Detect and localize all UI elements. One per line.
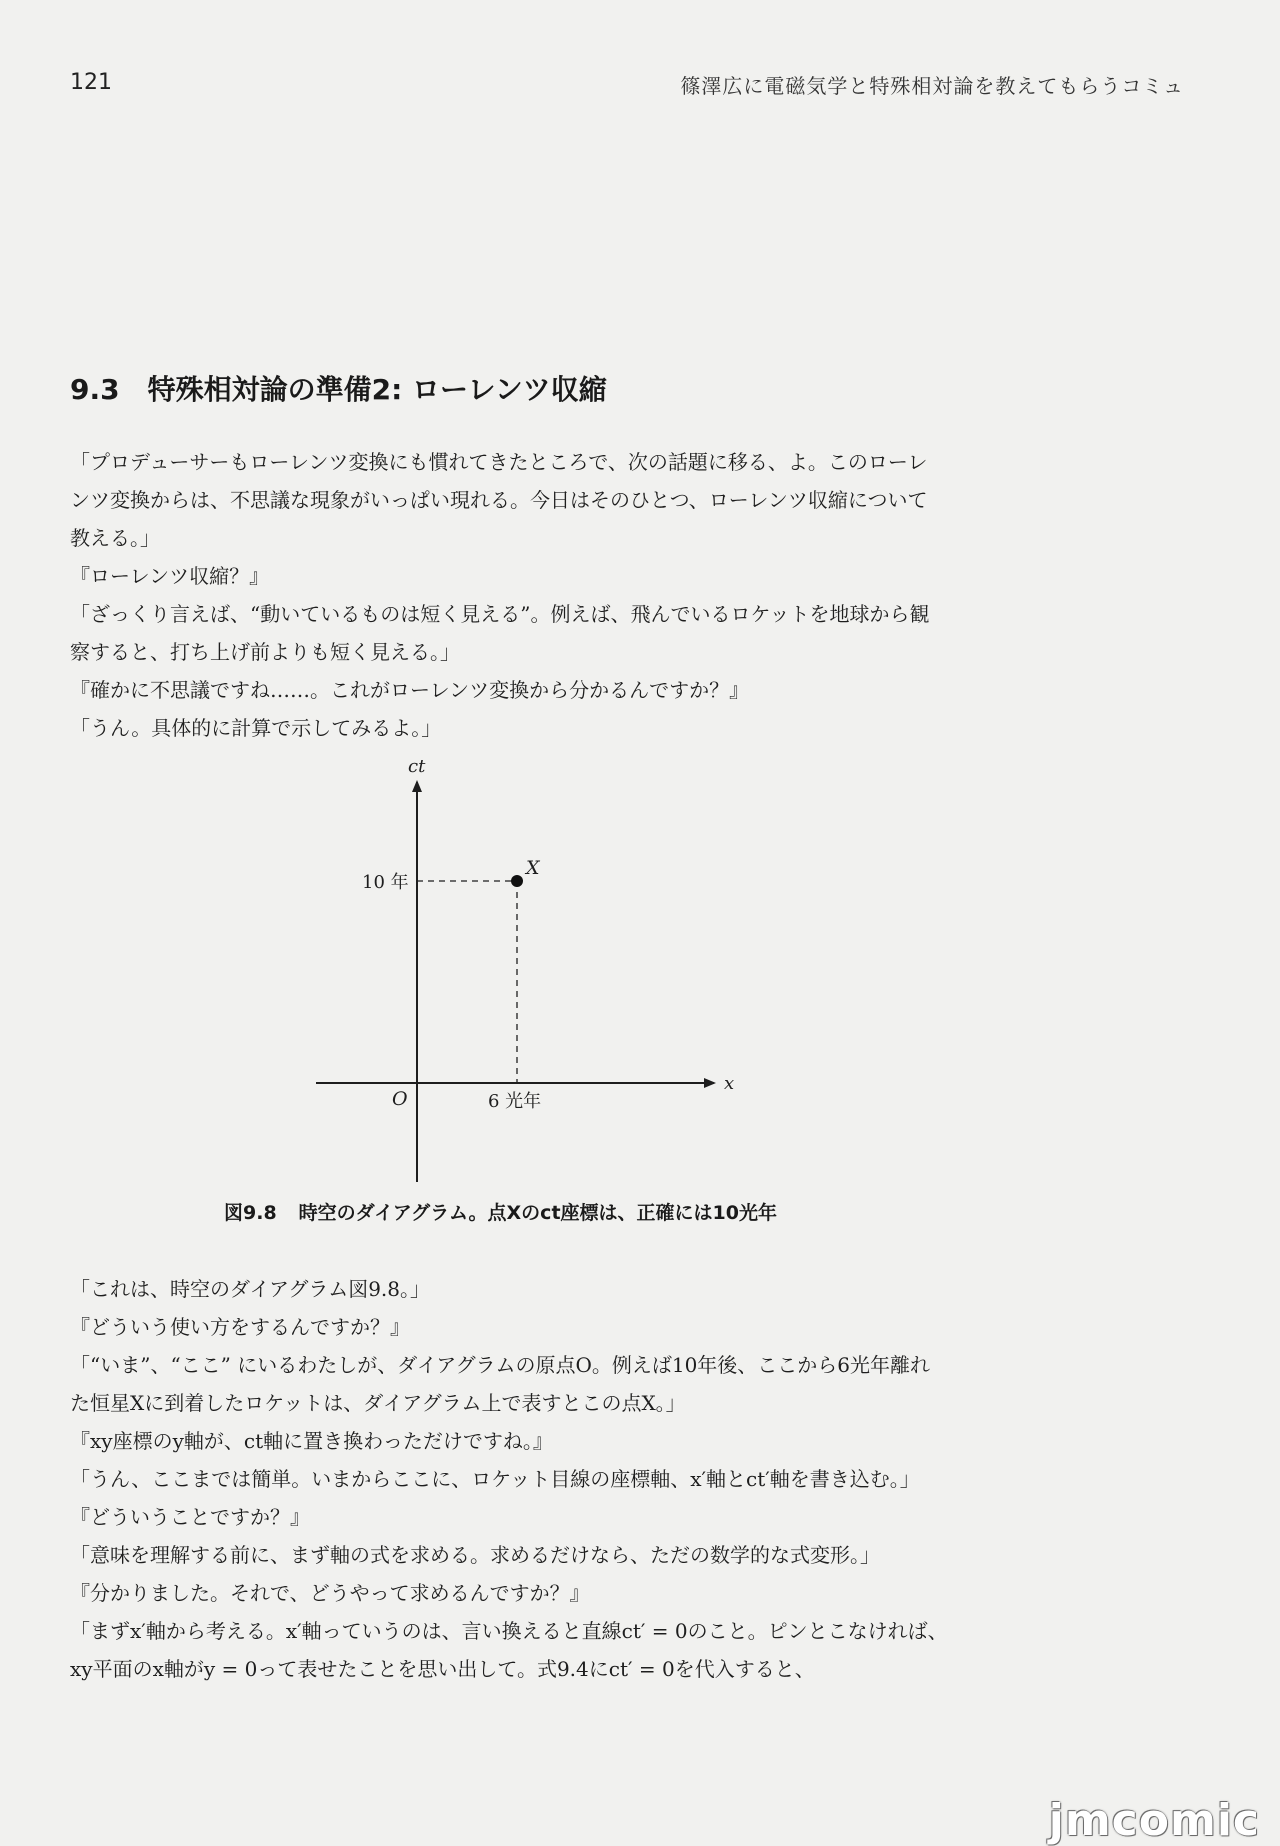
body-line: 「“いま”、“ここ” にいるわたしが、ダイアグラムの原点O。例えば10年後、ここから6光年離れ bbox=[70, 1353, 931, 1377]
caption-number: 図9.8 bbox=[224, 1202, 277, 1224]
body-text-before-figure bbox=[70, 443, 1020, 747]
point-label: X bbox=[526, 857, 540, 879]
section-title: 特殊相対論の準備2: ローレンツ収縮 bbox=[147, 373, 607, 406]
body-line: 『ローレンツ収縮？』 bbox=[70, 564, 270, 588]
x-axis-label: x bbox=[724, 1073, 735, 1094]
event-point-x bbox=[511, 875, 523, 887]
origin-label: O bbox=[392, 1088, 408, 1110]
body-line: 「ざっくり言えば、“動いているものは短く見える”。例えば、飛んでいるロケットを地球から観 bbox=[70, 602, 930, 626]
section-heading bbox=[70, 368, 607, 408]
caption-text: 時空のダイアグラム。点Xのct座標は、正確には10光年 bbox=[298, 1202, 777, 1224]
body-line: 『確かに不思議ですね……。これがローレンツ変換から分かるんですか？』 bbox=[70, 678, 750, 702]
body-line: 「プロデューサーもローレンツ変換にも慣れてきたところで、次の話題に移る、よ。このローレ bbox=[70, 450, 928, 474]
body-line: 「これは、時空のダイアグラム図9.8。」 bbox=[70, 1277, 431, 1301]
body-line: 『どういうことですか？』 bbox=[70, 1505, 310, 1529]
body-line: 『分かりました。それで、どうやって求めるんですか？』 bbox=[70, 1581, 590, 1605]
spacetime-diagram-svg bbox=[300, 750, 760, 1190]
section-number: 9.3 bbox=[70, 373, 120, 406]
body-line: 「まずx′軸から考える。x′軸っていうのは、言い換えると直線ct′ = 0のこと。ピンとこなければ、 bbox=[70, 1619, 948, 1643]
body-line: 「意味を理解する前に、まず軸の式を求める。求めるだけなら、ただの数学的な式変形。」 bbox=[70, 1543, 880, 1567]
ct-tick-label: 10 年 bbox=[362, 872, 409, 893]
body-line: 察すると、打ち上げ前よりも短く見える。」 bbox=[70, 640, 460, 664]
running-header: 篠澤広に電磁気学と特殊相対論を教えてもらうコミュ bbox=[680, 74, 1184, 98]
figure-caption bbox=[224, 1198, 777, 1225]
body-line: た恒星Xに到着したロケットは、ダイアグラム上で表すとこの点X。」 bbox=[70, 1391, 686, 1415]
page-number: 121 bbox=[70, 70, 112, 95]
spacetime-diagram bbox=[300, 750, 760, 1190]
body-line: 『xy座標のy軸が、ct軸に置き換わっただけですね。』 bbox=[70, 1429, 553, 1453]
x-tick-label: 6 光年 bbox=[488, 1091, 542, 1112]
body-text-after-figure bbox=[70, 1270, 1020, 1688]
body-line: 『どういう使い方をするんですか？』 bbox=[70, 1315, 410, 1339]
body-line: xy平面のx軸がy = 0って表せたことを思い出して。式9.4にct′ = 0を代入すると、 bbox=[70, 1657, 815, 1681]
ct-axis-label: ct bbox=[408, 756, 426, 777]
body-line: 「うん、ここまでは簡単。いまからここに、ロケット目線の座標軸、x′軸とct′軸を書き込む。」 bbox=[70, 1467, 920, 1491]
watermark-logo: jmcomic bbox=[1048, 1795, 1260, 1846]
body-line: ンツ変換からは、不思議な現象がいっぱい現れる。今日はそのひとつ、ローレンツ収縮について bbox=[70, 488, 928, 512]
body-line: 「うん。具体的に計算で示してみるよ。」 bbox=[70, 716, 442, 740]
body-line: 教える。」 bbox=[70, 526, 160, 550]
